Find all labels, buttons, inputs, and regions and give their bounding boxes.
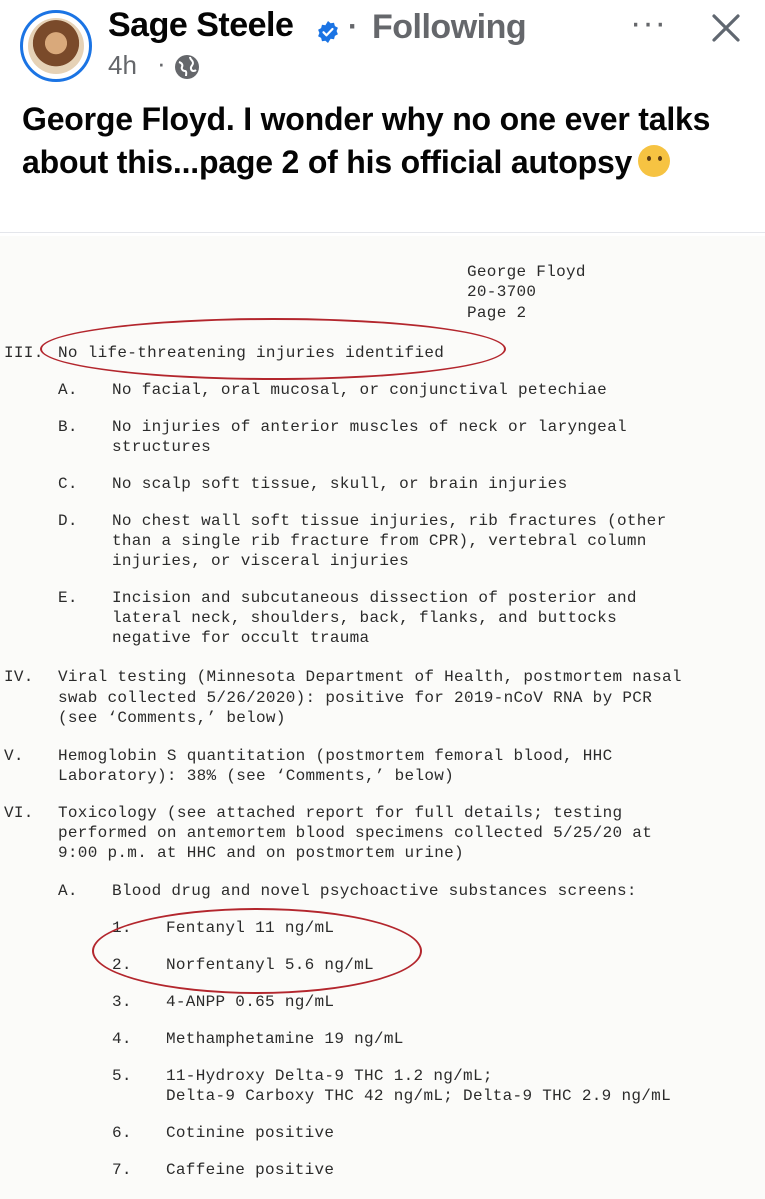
verified-badge-icon [316, 20, 340, 44]
iii-line: Incision and subcutaneous dissection of posterior and [112, 589, 637, 607]
annotation-circle-injuries [40, 318, 506, 380]
section-vi-line: 9:00 p.m. at HHC and on postmortem urine) [58, 844, 464, 862]
avatar-photo [28, 18, 84, 74]
section-vi-number: VI. [4, 804, 34, 822]
doc-header-name: George Floyd [467, 263, 586, 281]
post-timestamp[interactable]: 4h [108, 50, 137, 80]
drug-line: Delta-9 Carboxy THC 42 ng/mL; Delta-9 THC 2.9 ng/mL [166, 1087, 671, 1105]
section-iii-number: III. [4, 344, 44, 362]
close-icon[interactable] [706, 8, 746, 48]
divider [0, 232, 765, 233]
vi-a-text: Blood drug and novel psychoactive substances screens: [112, 882, 637, 900]
drug-number: 1. [112, 919, 132, 937]
globe-icon [173, 53, 201, 81]
drug-line: Caffeine positive [166, 1161, 335, 1179]
section-iv-line: Viral testing (Minnesota Department of Health, postmortem nasal [58, 668, 682, 686]
drug-line: 4-ANPP 0.65 ng/mL [166, 993, 335, 1011]
author-name[interactable]: Sage Steele [108, 6, 294, 44]
section-iv-number: IV. [4, 668, 34, 686]
iii-line: No facial, oral mucosal, or conjunctival petechiae [112, 381, 608, 399]
section-vi-line: Toxicology (see attached report for full details; testing [58, 804, 623, 822]
autopsy-document-image[interactable] [0, 236, 765, 1199]
iii-label: A. [58, 381, 78, 399]
drug-line: Fentanyl 11 ng/mL [166, 919, 335, 937]
more-options-button[interactable]: ··· [630, 4, 667, 42]
section-v-line: Hemoglobin S quantitation (postmortem femoral blood, HHC [58, 747, 613, 765]
iii-label: B. [58, 418, 78, 436]
iii-label: D. [58, 512, 78, 530]
post-text-body: George Floyd. I wonder why no one ever talks about this...page 2 of his official autopsy [22, 101, 711, 180]
separator-dot: · [348, 10, 358, 43]
drug-number: 4. [112, 1030, 132, 1048]
iii-line: No scalp soft tissue, skull, or brain injuries [112, 475, 568, 493]
drug-number: 2. [112, 956, 132, 974]
drug-line: 11-Hydroxy Delta-9 THC 1.2 ng/mL; [166, 1067, 493, 1085]
section-iv-line: (see ‘Comments,’ below) [58, 709, 286, 727]
iii-label: E. [58, 589, 78, 607]
section-v-number: V. [4, 747, 24, 765]
section-iii-text: No life-threatening injuries identified [58, 344, 445, 362]
author-avatar[interactable] [20, 10, 92, 82]
drug-line: Methamphetamine 19 ng/mL [166, 1030, 404, 1048]
drug-number: 5. [112, 1067, 132, 1085]
drug-line: Cotinine positive [166, 1124, 335, 1142]
iii-line: lateral neck, shoulders, back, flanks, and buttocks [112, 609, 617, 627]
post-header [0, 0, 765, 92]
following-button[interactable]: Following [372, 8, 527, 46]
iii-line: than a single rib fracture from CPR), vertebral column [112, 532, 647, 550]
time-separator: · [157, 48, 166, 78]
drug-number: 7. [112, 1161, 132, 1179]
section-vi-line: performed on antemortem blood specimens collected 5/25/20 at [58, 824, 653, 842]
iii-line: structures [112, 438, 212, 456]
drug-number: 6. [112, 1124, 132, 1142]
thinking-face-emoji-icon [638, 145, 670, 177]
doc-header-page: Page 2 [467, 304, 527, 322]
iii-line: injuries, or visceral injuries [112, 552, 410, 570]
section-iv-line: swab collected 5/26/2020): positive for 2019-nCoV RNA by PCR [58, 689, 653, 707]
drug-number: 3. [112, 993, 132, 1011]
doc-header-case: 20-3700 [467, 283, 537, 301]
drug-line: Norfentanyl 5.6 ng/mL [166, 956, 374, 974]
section-v-line: Laboratory): 38% (see ‘Comments,’ below) [58, 767, 455, 785]
post-text [22, 98, 742, 184]
iii-line: No injuries of anterior muscles of neck or laryngeal [112, 418, 627, 436]
vi-a-label: A. [58, 882, 78, 900]
annotation-circle-fentanyl [92, 908, 422, 994]
iii-line: negative for occult trauma [112, 629, 370, 647]
iii-label: C. [58, 475, 78, 493]
iii-line: No chest wall soft tissue injuries, rib fractures (other [112, 512, 667, 530]
